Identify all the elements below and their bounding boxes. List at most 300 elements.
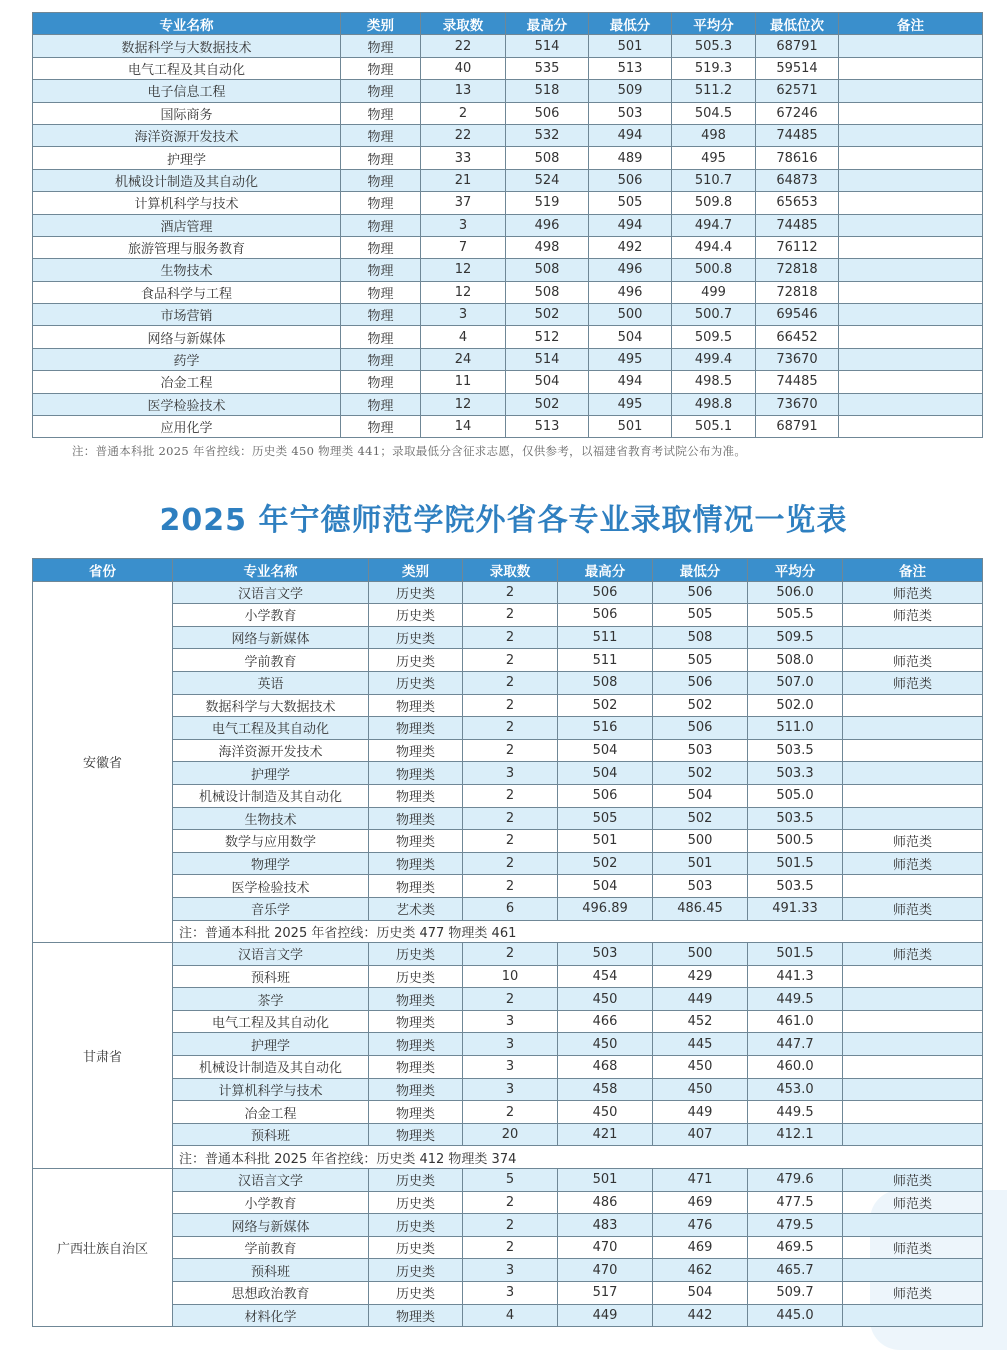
table-cell <box>843 739 983 762</box>
table-cell: 2 <box>463 626 558 649</box>
table-cell: 501 <box>653 852 748 875</box>
table-cell: 应用化学 <box>33 416 341 438</box>
table-cell: 511.0 <box>748 717 843 740</box>
table-cell: 网络与新媒体 <box>173 626 369 649</box>
column-header: 类别 <box>341 13 421 35</box>
table-cell: 519 <box>506 192 589 214</box>
table-cell: 2 <box>463 717 558 740</box>
table-cell: 445 <box>653 1033 748 1056</box>
table-cell: 物理 <box>341 214 421 236</box>
table-cell: 496 <box>589 281 672 303</box>
table-cell: 2 <box>421 102 506 124</box>
table-cell: 450 <box>558 988 653 1011</box>
table-cell: 502 <box>506 393 589 415</box>
table-cell: 498.5 <box>672 371 756 393</box>
table-cell <box>843 626 983 649</box>
table-cell: 74485 <box>756 371 839 393</box>
table-cell: 历史类 <box>369 1236 463 1259</box>
table-cell: 506.0 <box>748 581 843 604</box>
table-row <box>33 371 983 393</box>
table-cell: 468 <box>558 1056 653 1079</box>
table-cell: 2 <box>463 1236 558 1259</box>
table-cell: 74485 <box>756 124 839 146</box>
column-header: 最高分 <box>506 13 589 35</box>
table-cell: 505 <box>653 604 748 627</box>
table-cell: 3 <box>421 304 506 326</box>
column-header: 省份 <box>33 559 173 582</box>
table-cell: 电气工程及其自动化 <box>33 57 341 79</box>
table-cell: 21 <box>421 169 506 191</box>
fujian-admission-table <box>32 12 983 438</box>
table-cell: 65653 <box>756 192 839 214</box>
table-cell: 物理类 <box>369 762 463 785</box>
table-cell: 512 <box>506 326 589 348</box>
table-cell: 469.5 <box>748 1236 843 1259</box>
table-cell: 499 <box>672 281 756 303</box>
column-header: 录取数 <box>421 13 506 35</box>
table-row <box>33 326 983 348</box>
table-cell: 历史类 <box>369 1191 463 1214</box>
table-cell <box>839 57 983 79</box>
table-row <box>33 875 983 898</box>
table-cell: 物理 <box>341 80 421 102</box>
column-header: 专业名称 <box>33 13 341 35</box>
table-row <box>33 830 983 853</box>
table-cell: 447.7 <box>748 1033 843 1056</box>
table-row <box>33 988 983 1011</box>
table-cell: 师范类 <box>843 852 983 875</box>
table-cell: 12 <box>421 259 506 281</box>
table-cell: 500.7 <box>672 304 756 326</box>
table-row <box>33 1191 983 1214</box>
table-cell: 503.5 <box>748 875 843 898</box>
table-cell: 452 <box>653 1010 748 1033</box>
table-cell: 494.7 <box>672 214 756 236</box>
table-cell: 504 <box>558 875 653 898</box>
table-cell: 535 <box>506 57 589 79</box>
table-cell: 67246 <box>756 102 839 124</box>
table-cell: 物理 <box>341 416 421 438</box>
table-cell: 数学与应用数学 <box>173 830 369 853</box>
table-cell: 450 <box>653 1078 748 1101</box>
table-cell: 海洋资源开发技术 <box>33 124 341 146</box>
table-cell: 护理学 <box>173 762 369 785</box>
table-cell <box>839 304 983 326</box>
table-cell: 物理 <box>341 169 421 191</box>
table-cell: 506 <box>558 581 653 604</box>
table-cell: 物理类 <box>369 1010 463 1033</box>
table-cell: 509.5 <box>672 326 756 348</box>
table-cell: 师范类 <box>843 1236 983 1259</box>
table-row <box>33 807 983 830</box>
table-row <box>33 192 983 214</box>
table-row <box>33 281 983 303</box>
column-header: 最低分 <box>653 559 748 582</box>
table-cell: 思想政治教育 <box>173 1282 369 1305</box>
table-row <box>33 762 983 785</box>
column-header: 专业名称 <box>173 559 369 582</box>
table-cell: 510.7 <box>672 169 756 191</box>
table-row <box>33 80 983 102</box>
table-cell: 物理 <box>341 393 421 415</box>
table-cell <box>839 124 983 146</box>
table-cell: 68791 <box>756 416 839 438</box>
table-cell: 师范类 <box>843 1191 983 1214</box>
table-cell: 物理类 <box>369 784 463 807</box>
table-cell: 504 <box>506 371 589 393</box>
table-cell: 454 <box>558 965 653 988</box>
table-cell: 501 <box>558 1169 653 1192</box>
table-cell: 476 <box>653 1214 748 1237</box>
province-cell: 广西壮族自治区 <box>33 1169 173 1327</box>
table-row <box>33 1101 983 1124</box>
table-cell: 4 <box>463 1304 558 1327</box>
table-cell: 历史类 <box>369 1214 463 1237</box>
table-cell: 2 <box>463 943 558 966</box>
table-cell: 护理学 <box>173 1033 369 1056</box>
table-row <box>33 784 983 807</box>
table-cell: 历史类 <box>369 626 463 649</box>
table-cell: 471 <box>653 1169 748 1192</box>
table-cell: 网络与新媒体 <box>173 1214 369 1237</box>
table-cell: 物理类 <box>369 1056 463 1079</box>
table-cell: 505.3 <box>672 35 756 57</box>
table-cell: 72818 <box>756 259 839 281</box>
table-cell <box>843 1259 983 1282</box>
table-cell: 2 <box>463 694 558 717</box>
table-row <box>33 57 983 79</box>
table-cell: 汉语言文学 <box>173 1169 369 1192</box>
table-cell <box>839 102 983 124</box>
table-cell: 24 <box>421 348 506 370</box>
table-cell: 师范类 <box>843 671 983 694</box>
table-row <box>33 1010 983 1033</box>
table-cell: 物理类 <box>369 1304 463 1327</box>
table-cell: 师范类 <box>843 897 983 920</box>
table-row <box>33 236 983 258</box>
table-row <box>33 581 983 604</box>
table-cell: 509.8 <box>672 192 756 214</box>
table-cell: 物理 <box>341 147 421 169</box>
table-cell: 音乐学 <box>173 897 369 920</box>
table-row <box>33 1259 983 1282</box>
table-cell: 机械设计制造及其自动化 <box>173 784 369 807</box>
province-cell: 甘肃省 <box>33 943 173 1169</box>
table-row <box>33 717 983 740</box>
group-note-row <box>33 1146 983 1169</box>
table-row <box>33 393 983 415</box>
table-cell: 小学教育 <box>173 1191 369 1214</box>
table-cell: 514 <box>506 35 589 57</box>
table-row <box>33 604 983 627</box>
table-cell: 师范类 <box>843 830 983 853</box>
table-cell: 509.7 <box>748 1282 843 1305</box>
table-cell: 477.5 <box>748 1191 843 1214</box>
table-cell: 505 <box>558 807 653 830</box>
table-cell: 预科班 <box>173 965 369 988</box>
table-cell: 历史类 <box>369 649 463 672</box>
table-cell: 历史类 <box>369 1282 463 1305</box>
table-cell: 506 <box>506 102 589 124</box>
table-cell: 509.5 <box>748 626 843 649</box>
table-cell: 电子信息工程 <box>33 80 341 102</box>
table-cell: 医学检验技术 <box>33 393 341 415</box>
table-cell: 13 <box>421 80 506 102</box>
table-cell: 12 <box>421 281 506 303</box>
table-cell: 449.5 <box>748 988 843 1011</box>
table-cell: 495 <box>672 147 756 169</box>
table-cell: 453.0 <box>748 1078 843 1101</box>
group-note: 注：普通本科批 2025 年省控线：历史类 477 物理类 461 <box>173 920 983 943</box>
table-cell: 495 <box>589 393 672 415</box>
table-cell <box>843 1214 983 1237</box>
table-cell: 2 <box>463 988 558 1011</box>
table-cell: 历史类 <box>369 1169 463 1192</box>
table-cell: 511 <box>558 626 653 649</box>
table-cell: 物理 <box>341 348 421 370</box>
table-cell: 498 <box>506 236 589 258</box>
table-cell: 506 <box>558 604 653 627</box>
table-cell: 500 <box>653 943 748 966</box>
table-cell: 历史类 <box>369 1259 463 1282</box>
table-cell: 496.89 <box>558 897 653 920</box>
table-cell: 504 <box>558 739 653 762</box>
table-cell <box>843 1101 983 1124</box>
table-cell: 500.5 <box>748 830 843 853</box>
table-cell: 511 <box>558 649 653 672</box>
table-cell: 496 <box>589 259 672 281</box>
column-header: 录取数 <box>463 559 558 582</box>
table-cell <box>843 875 983 898</box>
table-cell: 445.0 <box>748 1304 843 1327</box>
table-row <box>33 147 983 169</box>
table-cell: 501.5 <box>748 943 843 966</box>
table-cell: 502 <box>653 762 748 785</box>
table-cell: 504 <box>558 762 653 785</box>
table-cell: 物理 <box>341 259 421 281</box>
table-cell: 物理类 <box>369 988 463 1011</box>
table-cell: 494 <box>589 214 672 236</box>
table-cell: 22 <box>421 35 506 57</box>
province-cell: 安徽省 <box>33 581 173 943</box>
table-cell: 2 <box>463 671 558 694</box>
table-cell: 2 <box>463 739 558 762</box>
table-cell: 519.3 <box>672 57 756 79</box>
table-cell: 506 <box>653 671 748 694</box>
table-cell: 3 <box>421 214 506 236</box>
table-cell: 历史类 <box>369 581 463 604</box>
table-cell: 物理 <box>341 371 421 393</box>
table-cell: 511.2 <box>672 80 756 102</box>
table-cell: 数据科学与大数据技术 <box>173 694 369 717</box>
table-cell: 物理类 <box>369 1101 463 1124</box>
table-cell: 494 <box>589 124 672 146</box>
table-cell: 11 <box>421 371 506 393</box>
table-cell <box>839 169 983 191</box>
column-header: 备注 <box>839 13 983 35</box>
table-cell: 486 <box>558 1191 653 1214</box>
table-cell: 532 <box>506 124 589 146</box>
table-cell: 40 <box>421 57 506 79</box>
table-cell: 442 <box>653 1304 748 1327</box>
table-cell: 500 <box>653 830 748 853</box>
table-row <box>33 304 983 326</box>
table-cell: 501 <box>589 416 672 438</box>
table-cell: 材料化学 <box>173 1304 369 1327</box>
table-cell <box>839 192 983 214</box>
table-cell: 3 <box>463 1078 558 1101</box>
table-row <box>33 626 983 649</box>
table-cell: 12 <box>421 393 506 415</box>
table-cell: 物理类 <box>369 852 463 875</box>
table-cell: 489 <box>589 147 672 169</box>
table-row <box>33 649 983 672</box>
table-cell: 506 <box>653 717 748 740</box>
table-cell: 物理 <box>341 57 421 79</box>
table-row <box>33 1078 983 1101</box>
table-cell <box>839 80 983 102</box>
column-header: 最低分 <box>589 13 672 35</box>
table-cell: 504 <box>653 784 748 807</box>
column-header: 平均分 <box>672 13 756 35</box>
table-cell: 495 <box>589 348 672 370</box>
table-cell <box>843 1304 983 1327</box>
table-cell: 3 <box>463 762 558 785</box>
table-cell: 物理 <box>341 35 421 57</box>
table-cell: 518 <box>506 80 589 102</box>
table-cell <box>843 1010 983 1033</box>
table-cell: 网络与新媒体 <box>33 326 341 348</box>
out-of-province-admission-table <box>32 558 983 1327</box>
table-cell: 491.33 <box>748 897 843 920</box>
table-cell <box>843 1078 983 1101</box>
table-cell <box>839 348 983 370</box>
table-cell: 470 <box>558 1259 653 1282</box>
table-cell <box>839 147 983 169</box>
table-cell: 496 <box>506 214 589 236</box>
table-header-row <box>33 559 983 582</box>
table-cell: 国际商务 <box>33 102 341 124</box>
table-cell: 14 <box>421 416 506 438</box>
table-cell: 449 <box>653 1101 748 1124</box>
table-cell: 502 <box>653 694 748 717</box>
table-cell: 物理学 <box>173 852 369 875</box>
column-header: 平均分 <box>748 559 843 582</box>
table-cell: 505 <box>589 192 672 214</box>
table-cell: 449 <box>558 1304 653 1327</box>
table-cell: 450 <box>558 1101 653 1124</box>
table-cell: 72818 <box>756 281 839 303</box>
table-cell: 物理 <box>341 102 421 124</box>
table-cell: 37 <box>421 192 506 214</box>
table-row <box>33 1304 983 1327</box>
table-cell: 483 <box>558 1214 653 1237</box>
table-row <box>33 739 983 762</box>
table-row <box>33 1056 983 1079</box>
table-cell: 机械设计制造及其自动化 <box>33 169 341 191</box>
table-row <box>33 1214 983 1237</box>
table-cell: 502 <box>558 852 653 875</box>
table-cell: 508 <box>506 281 589 303</box>
table-cell: 汉语言文学 <box>173 581 369 604</box>
table-cell: 5 <box>463 1169 558 1192</box>
table-cell: 505.1 <box>672 416 756 438</box>
table-cell: 450 <box>653 1056 748 1079</box>
table-cell: 电气工程及其自动化 <box>173 1010 369 1033</box>
table-cell: 506 <box>589 169 672 191</box>
table-cell: 461.0 <box>748 1010 843 1033</box>
table-cell: 73670 <box>756 393 839 415</box>
table-row <box>33 169 983 191</box>
table-cell: 479.5 <box>748 1214 843 1237</box>
table-row <box>33 416 983 438</box>
table-cell: 503 <box>589 102 672 124</box>
table-row <box>33 35 983 57</box>
table-cell: 508.0 <box>748 649 843 672</box>
table-cell: 505 <box>653 649 748 672</box>
table-cell: 物理 <box>341 304 421 326</box>
table-cell: 502 <box>558 694 653 717</box>
table-cell <box>839 416 983 438</box>
table-cell: 505.5 <box>748 604 843 627</box>
table-cell: 68791 <box>756 35 839 57</box>
table-row <box>33 943 983 966</box>
table-cell: 504.5 <box>672 102 756 124</box>
table-cell: 2 <box>463 1191 558 1214</box>
table-cell: 2 <box>463 830 558 853</box>
table-cell: 449.5 <box>748 1101 843 1124</box>
table-cell: 449 <box>653 988 748 1011</box>
table-cell: 462 <box>653 1259 748 1282</box>
table-cell: 508 <box>558 671 653 694</box>
table-cell: 494 <box>589 371 672 393</box>
table-cell: 3 <box>463 1259 558 1282</box>
table-cell: 74485 <box>756 214 839 236</box>
table-cell: 486.45 <box>653 897 748 920</box>
table-cell: 517 <box>558 1282 653 1305</box>
table-cell: 421 <box>558 1123 653 1146</box>
table-cell: 499.4 <box>672 348 756 370</box>
table-cell: 食品科学与工程 <box>33 281 341 303</box>
table-cell: 494.4 <box>672 236 756 258</box>
table-cell: 492 <box>589 236 672 258</box>
table-cell: 数据科学与大数据技术 <box>33 35 341 57</box>
column-header: 类别 <box>369 559 463 582</box>
table-cell: 33 <box>421 147 506 169</box>
table-cell: 460.0 <box>748 1056 843 1079</box>
table-cell <box>843 1033 983 1056</box>
table-cell: 物理类 <box>369 875 463 898</box>
table-row <box>33 1169 983 1192</box>
table-cell: 海洋资源开发技术 <box>173 739 369 762</box>
table-cell: 物理类 <box>369 1078 463 1101</box>
table-cell: 506 <box>653 581 748 604</box>
table-cell: 505.0 <box>748 784 843 807</box>
table-cell: 物理类 <box>369 1123 463 1146</box>
table-cell: 生物技术 <box>173 807 369 830</box>
table-cell: 508 <box>506 259 589 281</box>
table-cell: 2 <box>463 852 558 875</box>
table-row <box>33 1123 983 1146</box>
table-cell: 504 <box>653 1282 748 1305</box>
table-cell: 20 <box>463 1123 558 1146</box>
table-cell: 458 <box>558 1078 653 1101</box>
table-cell <box>839 326 983 348</box>
table-cell: 507.0 <box>748 671 843 694</box>
table-cell: 470 <box>558 1236 653 1259</box>
table-cell: 物理 <box>341 281 421 303</box>
table-cell <box>839 214 983 236</box>
